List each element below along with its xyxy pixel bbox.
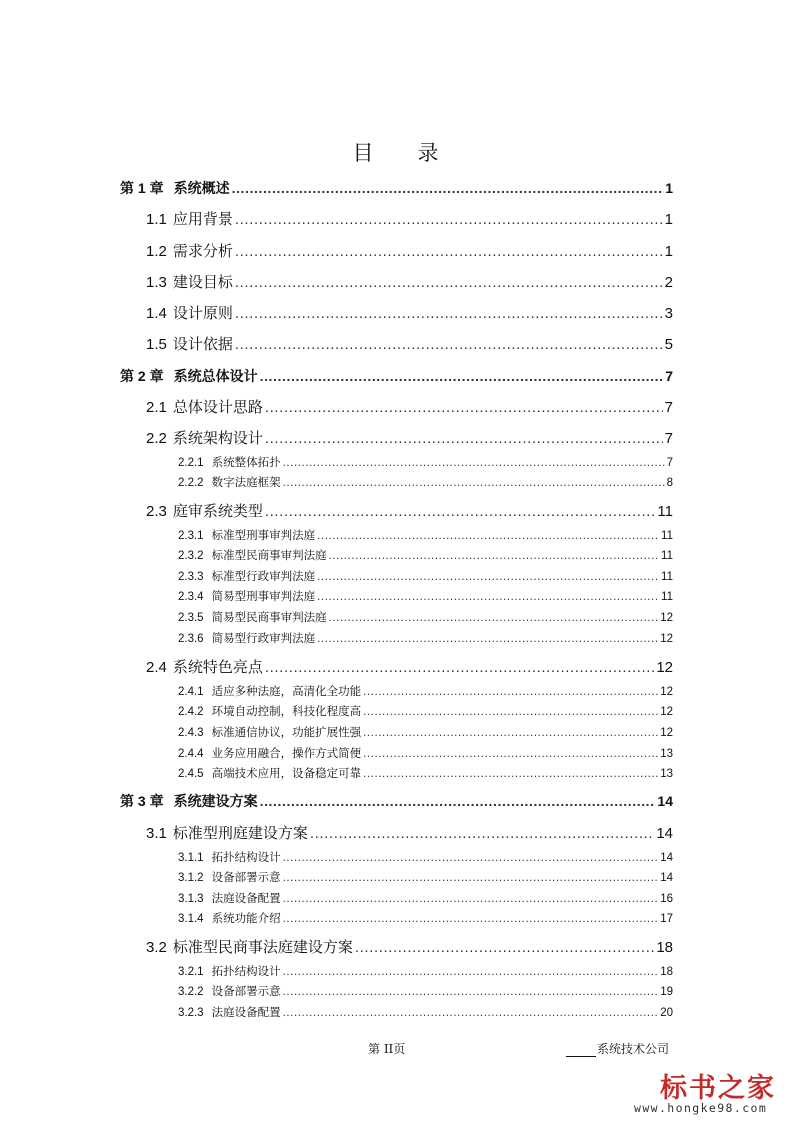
toc-entry-page: 18 [660, 966, 673, 978]
toc-leader-dots [235, 305, 663, 322]
toc-leader-dots [283, 1007, 659, 1019]
toc-leader-dots [363, 727, 658, 739]
toc-entry-number: 第 3 章 [120, 793, 164, 809]
toc-leader-dots [265, 399, 663, 416]
toc-title [0, 137, 793, 167]
toc-entry-page: 20 [660, 1007, 673, 1019]
toc-leader-dots [265, 659, 654, 676]
toc-entry-level3[interactable] [178, 983, 673, 999]
toc-leader-dots [355, 939, 654, 956]
toc-entry-level3[interactable] [178, 527, 673, 543]
toc-entry-page: 18 [656, 939, 673, 956]
toc-entry-number: 2.4.4 [178, 748, 204, 760]
toc-entry-number: 3.2.2 [178, 986, 204, 998]
toc-entry-page: 11 [657, 503, 673, 520]
toc-entry-number: 3.1.2 [178, 872, 204, 884]
watermark-logo [630, 1066, 790, 1118]
toc-entry-number: 第 1 章 [120, 180, 164, 196]
toc-entry-title: 建设目标 [172, 274, 233, 291]
toc-entry-title: 设计依据 [172, 336, 233, 353]
toc-entry-page: 5 [664, 336, 673, 353]
toc-entry-page: 3 [664, 305, 673, 322]
toc-entry-level2[interactable] [146, 240, 673, 261]
footer-company-text: 系统技术公司 [597, 1042, 670, 1056]
toc-entry-number: 2.1 [146, 399, 167, 416]
toc-leader-dots [283, 913, 659, 925]
toc-entry-number: 第 2 章 [120, 368, 164, 384]
toc-entry-number: 1.4 [146, 305, 167, 322]
toc-leader-dots [317, 571, 659, 583]
toc-entry-level3[interactable] [178, 630, 673, 646]
toc-entry-page: 12 [660, 727, 673, 739]
toc-entry-title: 标准通信协议，功能扩展性强 [211, 727, 362, 739]
toc-leader-dots [317, 591, 659, 603]
toc-entry-title: 应用背景 [172, 211, 233, 228]
toc-entry-page: 7 [665, 368, 673, 384]
toc-entry-title: 设备部署示意 [211, 986, 281, 998]
toc-leader-dots [283, 477, 665, 489]
toc-entry-title: 简易型民商事审判法庭 [211, 612, 327, 624]
toc-entry-level3[interactable] [178, 474, 673, 490]
toc-entry-number: 2.4.1 [178, 686, 204, 698]
toc-entry-number: 1.3 [146, 274, 167, 291]
toc-entry-title: 设计原则 [172, 305, 233, 322]
toc-entry-level3[interactable] [178, 1004, 673, 1020]
toc-entry-title: 拓扑结构设计 [211, 966, 281, 978]
toc-entry-number: 2.2.2 [178, 477, 204, 489]
toc-entry-number: 1.2 [146, 243, 167, 260]
toc-entry-number: 3.2.3 [178, 1007, 204, 1019]
toc-entry-title: 庭审系统类型 [172, 503, 263, 520]
toc-entry-page: 17 [660, 913, 673, 925]
toc-entry-page: 7 [664, 430, 673, 447]
toc-entry-page: 12 [660, 686, 673, 698]
watermark-url: www.hongke98.com [634, 1101, 768, 1115]
toc-entry-title: 法庭设备配置 [211, 893, 281, 905]
toc-entry-title: 标准型民商事法庭建设方案 [172, 939, 353, 956]
toc-entry-level3[interactable] [178, 609, 673, 625]
toc-entry-title: 简易型行政审判法庭 [211, 633, 316, 645]
toc-entry-level3[interactable] [178, 765, 673, 781]
toc-leader-dots [265, 430, 663, 447]
toc-leader-dots [235, 211, 663, 228]
watermark-brand: 标书之家 [660, 1073, 776, 1104]
toc-leader-dots [260, 793, 656, 809]
toc-entry-number: 2.4.5 [178, 768, 204, 780]
toc-entry-title: 系统总体设计 [173, 368, 258, 384]
toc-leader-dots [363, 686, 658, 698]
toc-entry-level3[interactable] [178, 588, 673, 604]
toc-entry-title: 环境自动控制，科技化程度高 [211, 706, 362, 718]
toc-entry-number: 2.4 [146, 659, 167, 676]
toc-entry-title: 标准型民商事审判法庭 [211, 550, 327, 562]
toc-entry-number: 1.1 [146, 211, 167, 228]
toc-entry-number: 2.3.3 [178, 571, 204, 583]
toc-entry-number: 2.3.4 [178, 591, 204, 603]
toc-entry-title: 系统架构设计 [172, 430, 263, 447]
toc-entry-page: 1 [665, 180, 673, 196]
toc-entry-page: 1 [664, 243, 673, 260]
footer-company [566, 1040, 669, 1057]
toc-entry-title: 系统整体拓扑 [211, 457, 281, 469]
toc-entry-page: 11 [661, 530, 673, 542]
toc-entry-page: 13 [660, 748, 673, 760]
toc-entry-title: 系统特色亮点 [172, 659, 263, 676]
toc-entry-level2[interactable] [146, 271, 673, 292]
page-number: 第 II页 [368, 1042, 406, 1056]
toc-leader-dots [283, 457, 665, 469]
toc-entry-number: 2.4.3 [178, 727, 204, 739]
toc-leader-dots [329, 612, 659, 624]
toc-leader-dots [317, 530, 659, 542]
toc-entry-number: 2.3.1 [178, 530, 204, 542]
toc-entry-number: 3.1.1 [178, 852, 204, 864]
toc-entry-title: 业务应用融合，操作方式简便 [211, 748, 362, 760]
toc-entry-level3[interactable] [178, 849, 673, 865]
toc-entry-title: 法庭设备配置 [211, 1007, 281, 1019]
toc-entry-level3[interactable] [178, 724, 673, 740]
toc-leader-dots [317, 633, 658, 645]
toc-entry-page: 8 [666, 477, 673, 489]
toc-entry-title: 系统功能介绍 [211, 913, 281, 925]
toc-entry-number: 2.3.2 [178, 550, 204, 562]
toc-entry-page: 14 [656, 825, 673, 842]
toc-leader-dots [283, 872, 659, 884]
toc-entry-page: 11 [661, 571, 673, 583]
toc-leader-dots [310, 825, 654, 842]
company-name-blank [566, 1044, 596, 1057]
toc-entry-number: 3.2.1 [178, 966, 204, 978]
toc-leader-dots [232, 180, 664, 196]
toc-entry-level3[interactable] [178, 568, 673, 584]
toc-entry-level2[interactable] [146, 822, 673, 843]
toc-entry-page: 19 [660, 986, 673, 998]
toc-entry-title: 数字法庭框架 [211, 477, 281, 489]
toc-entry-page: 14 [660, 872, 673, 884]
toc-entry-level1[interactable] [120, 791, 673, 811]
toc-entry-title: 需求分析 [172, 243, 233, 260]
toc-entry-level2[interactable] [146, 302, 673, 323]
toc-entry-title: 总体设计思路 [172, 399, 263, 416]
toc-entry-level1[interactable] [120, 366, 673, 386]
toc-entry-level2[interactable] [146, 500, 673, 521]
toc-leader-dots [283, 966, 659, 978]
toc-entry-number: 3.2 [146, 939, 167, 956]
toc-entry-title: 简易型刑事审判法庭 [211, 591, 316, 603]
toc-entry-number: 3.1.4 [178, 913, 204, 925]
toc-entry-number: 2.2 [146, 430, 167, 447]
toc-entry-level3[interactable] [178, 745, 673, 761]
toc-entry-page: 12 [660, 633, 673, 645]
toc-leader-dots [283, 893, 659, 905]
toc-leader-dots [235, 274, 663, 291]
toc-leader-dots [283, 852, 659, 864]
toc-entry-number: 3.1.3 [178, 893, 204, 905]
toc-entry-page: 7 [664, 399, 673, 416]
toc-entry-title: 系统概述 [173, 180, 230, 196]
toc-entry-level3[interactable] [178, 869, 673, 885]
toc-entry-title: 适应多种法庭，高清化全功能 [211, 686, 362, 698]
toc-entry-level3[interactable] [178, 703, 673, 719]
toc-title-left: 目 [352, 141, 376, 165]
toc-entry-level2[interactable] [146, 936, 673, 957]
toc-entry-page: 14 [660, 852, 673, 864]
toc-leader-dots [363, 748, 658, 760]
toc-entry-title: 标准型刑庭建设方案 [172, 825, 308, 842]
toc-entry-number: 2.3.6 [178, 633, 204, 645]
toc-entry-title: 高端技术应用，设备稳定可靠 [211, 768, 362, 780]
toc-entry-page: 7 [666, 457, 673, 469]
toc-entry-level1[interactable] [120, 178, 673, 198]
toc-entry-page: 1 [664, 211, 673, 228]
toc-entry-page: 12 [660, 612, 673, 624]
toc-entry-number: 2.3.5 [178, 612, 204, 624]
toc-entry-page: 14 [657, 793, 673, 809]
toc-leader-dots [235, 243, 663, 260]
toc-entry-level3[interactable] [178, 890, 673, 906]
toc-title-right: 录 [417, 141, 441, 165]
toc-entry-level3[interactable] [178, 683, 673, 699]
toc-leader-dots [235, 336, 663, 353]
toc-entry-number: 2.2.1 [178, 457, 204, 469]
toc-entry-number: 1.5 [146, 336, 167, 353]
toc-entry-number: 2.3 [146, 503, 167, 520]
toc-entry-title: 系统建设方案 [173, 793, 258, 809]
toc-leader-dots [260, 368, 664, 384]
toc-entry-level2[interactable] [146, 656, 673, 677]
toc-entry-level2[interactable] [146, 333, 673, 354]
toc-entry-level3[interactable] [178, 910, 673, 926]
toc-entry-level2[interactable] [146, 396, 673, 417]
toc-entry-title: 设备部署示意 [211, 872, 281, 884]
toc-entry-number: 3.1 [146, 825, 167, 842]
toc-entry-page: 12 [660, 706, 673, 718]
toc-entry-level3[interactable] [178, 547, 673, 563]
toc-entry-level2[interactable] [146, 208, 673, 229]
toc-entry-page: 13 [660, 768, 673, 780]
toc-entry-page: 11 [661, 591, 673, 603]
toc-entry-title: 拓扑结构设计 [211, 852, 281, 864]
toc-entry-page: 16 [660, 893, 673, 905]
toc-entry-page: 12 [656, 659, 673, 676]
toc-entry-level3[interactable] [178, 454, 673, 470]
toc-entry-level2[interactable] [146, 427, 673, 448]
toc-entry-page: 2 [664, 274, 673, 291]
toc-leader-dots [329, 550, 659, 562]
toc-entry-title: 标准型刑事审判法庭 [211, 530, 316, 542]
toc-leader-dots [363, 706, 658, 718]
toc-entry-number: 2.4.2 [178, 706, 204, 718]
toc-leader-dots [265, 503, 656, 520]
toc-leader-dots [283, 986, 659, 998]
toc-leader-dots [363, 768, 658, 780]
toc-entry-page: 11 [661, 550, 673, 562]
toc-entry-level3[interactable] [178, 963, 673, 979]
toc-entry-title: 标准型行政审判法庭 [211, 571, 316, 583]
